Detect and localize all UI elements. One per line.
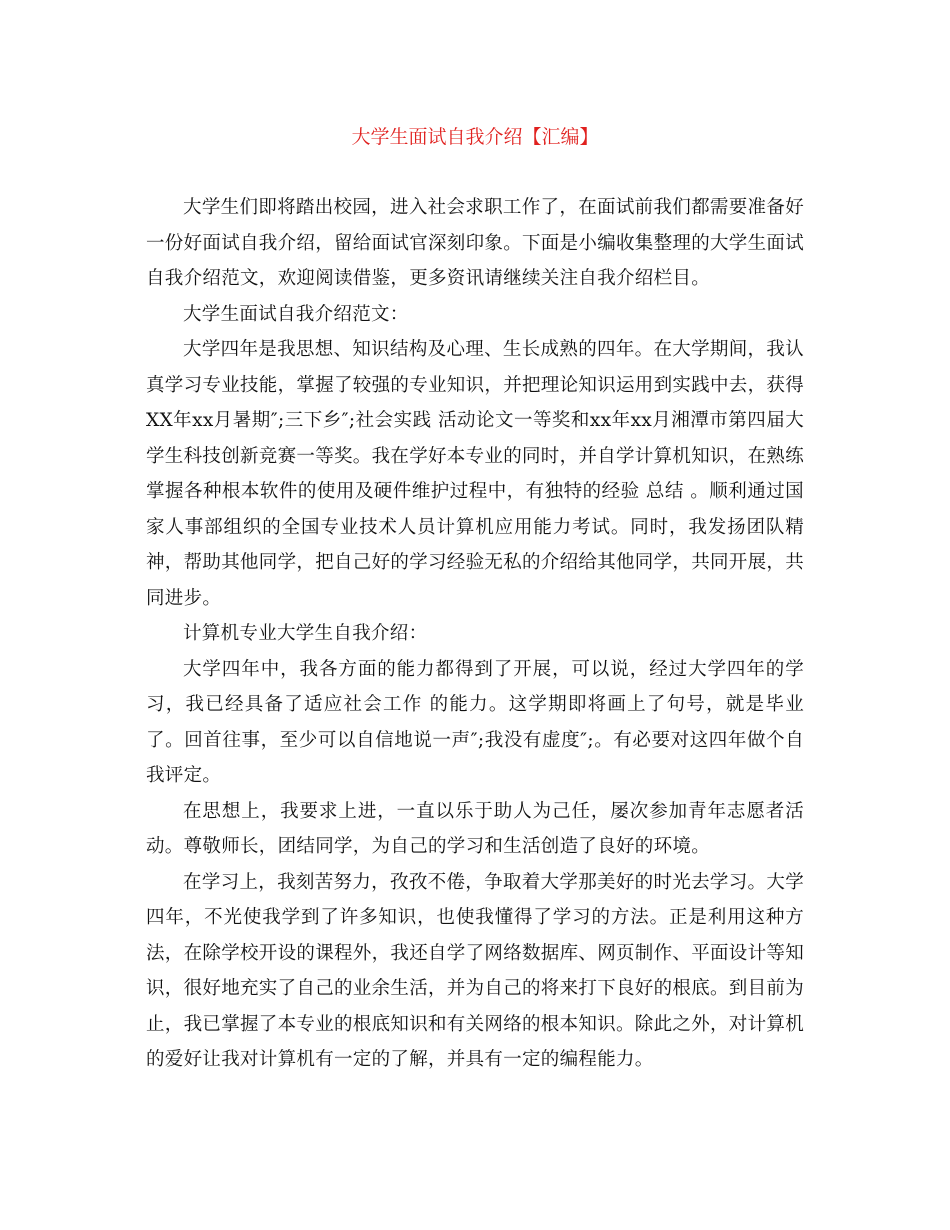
sample-paragraph: 大学四年是我思想、知识结构及心理、生长成熟的四年。在大学期间，我认真学习专业技能，掌握了较强的专业知识，并把理论知识运用到实践中去，获得XX年xx月暑期″;三下乡″;社会实践 活动论文一等奖和xx年xx月湘潭市第四届大学生科技创新竞赛一等奖。我在学好本专业的同时，并自学计算机知识，在熟练掌握各种根本软件的使用及硬件维护过程中，有独特的经验 总结 。顺利通过国家人事部组织的全国专业技术人员计算机应用能力考试。同时，我发扬团队精神，帮助其他同学，把自己好的学习经验无私的介绍给其他同学，共同开展，共同进步。 xyxy=(146,339,805,609)
computer-major-paragraph: 大学四年中，我各方面的能力都得到了开展，可以说，经过大学四年的学习，我已经具备了适应社会工作 的能力。这学期即将画上了句号，就是毕业了。回首往事，至少可以自信地说一声″;我没有虚度″;。有必要对这四年做个自我评定。 xyxy=(146,658,804,786)
section-heading-computer-major: 计算机专业大学生自我介绍： xyxy=(183,623,428,644)
section-heading-sample: 大学生面试自我介绍范文： xyxy=(183,303,409,325)
document-title: 大学生面试自我介绍【汇编】 xyxy=(351,126,599,148)
document-body xyxy=(146,190,804,1078)
study-paragraph: 在学习上，我刻苦努力，孜孜不倦，争取着大学那美好的时光去学习。大学四年，不光使我学到了许多知识，也使我懂得了学习的方法。正是利用这种方法，在除学校开设的课程外，我还自学了网络数据库、网页制作、平面设计等知识，很好地充实了自己的业余生活，并为自己的将来打下良好的根底。到目前为止，我已掌握了本专业的根底知识和有关网络的根本知识。除此之外，对计算机的爱好让我对计算机有一定的了解，并具有一定的编程能力。 xyxy=(146,871,805,1070)
ideology-paragraph: 在思想上，我要求上进，一直以乐于助人为己任，屡次参加青年志愿者活动。尊敬师长，团结同学，为自己的学习和生活创造了良好的环境。 xyxy=(146,800,804,857)
intro-paragraph: 大学生们即将踏出校园，进入社会求职工作了，在面试前我们都需要准备好一份好面试自我介绍，留给面试官深刻印象。下面是小编收集整理的大学生面试自我介绍范文，欢迎阅读借鉴，更多资讯请继续关注自我介绍栏目。 xyxy=(146,197,805,289)
